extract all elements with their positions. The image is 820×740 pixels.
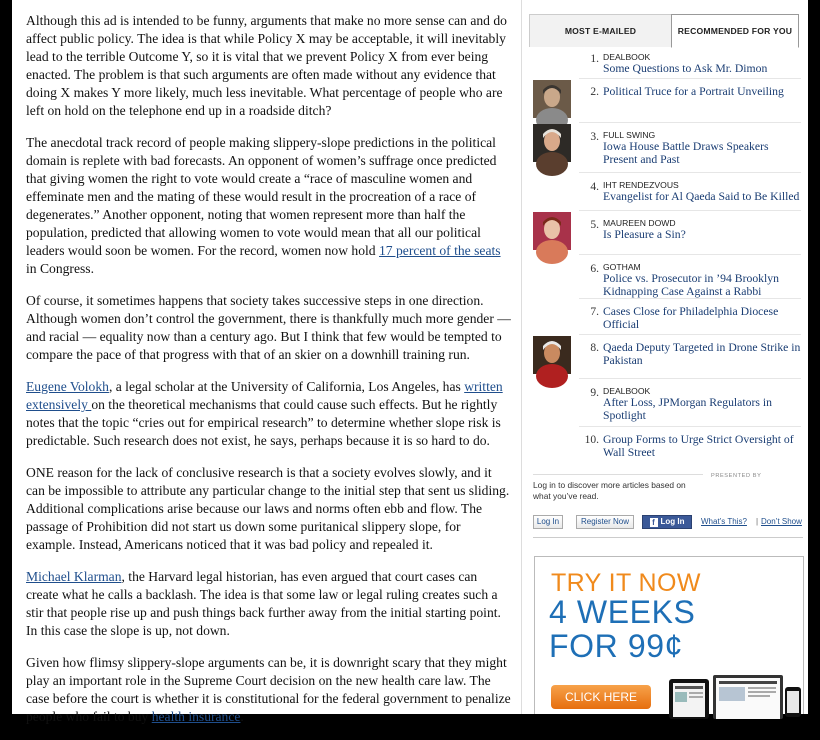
item-number: 1.: [590, 53, 599, 65]
list-divider: [579, 122, 801, 123]
item-headline-link[interactable]: Political Truce for a Portrait Unveiling: [603, 85, 784, 98]
item-headline-link[interactable]: Qaeda Deputy Targeted in Drone Strike in Pakistan: [603, 341, 801, 367]
article-paragraph: [26, 292, 512, 364]
devices-illustration: [667, 673, 803, 717]
article-paragraph: [26, 12, 512, 120]
article-text: , a legal scholar at the University of California, Los Angeles, has: [108, 379, 465, 394]
list-divider: [579, 172, 801, 173]
article-body: [26, 12, 512, 740]
article-paragraph: [26, 464, 512, 554]
article-paragraph: [26, 568, 512, 640]
register-button[interactable]: Register Now: [576, 515, 634, 529]
article-text: Given how flimsy slippery-slope arguments can be, it is downright scary that they might play an important role in the Supreme Court decision on the new health care law. The case before the court is whether it is constitutional for the federal government to penalize people who fail to buy: [26, 655, 511, 724]
thumbnail-image[interactable]: [533, 212, 571, 250]
article-text: Of course, it sometimes happens that society takes successive steps in one direction. Although women don’t control the government, there is thankfully much more gender — and racial — equality now than a century ago. But I think that few would be tempted to compare the pace of that progress with that of an skier on a downhill training run.: [26, 293, 511, 362]
article-text: Although this ad is intended to be funny, arguments that make no more sense can and do affect public policy. The idea is that while Policy X may be acceptable, it will inevitably lead to the terrible Outcome Y, so it is vital that we prevent Policy X from ever being enacted. The problem is that such arguments are often made without any evidence that doing X makes Y more likely, much less inevitable. What percentage of people who are left on hold on the telephone end up in a roadside ditch?: [26, 13, 507, 118]
item-kicker: DEALBOOK: [603, 386, 651, 396]
article-text: in Congress.: [26, 261, 94, 276]
list-divider: [579, 254, 801, 255]
item-headline-link[interactable]: Some Questions to Ask Mr. Dimon: [603, 62, 768, 75]
item-headline-link[interactable]: After Loss, JPMorgan Regulators in Spotlight: [603, 396, 772, 422]
presented-by-label: PRESENTED BY: [711, 473, 762, 479]
tab-most-emailed[interactable]: MOST E-MAILED: [529, 14, 672, 47]
ad-headline: TRY IT NOW: [551, 569, 701, 597]
tab-recommended-for-you[interactable]: RECOMMENDED FOR YOU: [671, 14, 799, 48]
login-message: Log in to discover more articles based on what you’ve read.: [533, 480, 686, 501]
item-headline-link[interactable]: Group Forms to Urge Strict Oversight of Wall Street: [603, 433, 794, 459]
page: [12, 0, 808, 724]
item-body: [603, 262, 801, 298]
ad-click-here-button[interactable]: CLICK HERE: [551, 685, 651, 709]
article-text: The anecdotal track record of people making slippery-slope predictions in the political domain is replete with bad forecasts. An opponent of women’s suffrage once predicted that giving women the right to vote would create a “race of masculine women and effeminate men and the mating of these would result in the procreation of a race of degenerates.” Another opponent, noting that women represent more than half the population, predicted that allowing women to vote would mean that all our political leaders would soon be women. For the record, women now hold: [26, 135, 497, 258]
thumbnail-image[interactable]: [533, 124, 571, 162]
article-link[interactable]: health insurance: [151, 709, 241, 724]
item-body: [603, 52, 801, 76]
ad-offer-price: FOR 99¢: [549, 628, 684, 664]
item-number: 5.: [590, 219, 599, 231]
list-divider: [579, 334, 801, 335]
item-number: 7.: [590, 306, 599, 318]
item-headline-link[interactable]: Evangelist for Al Qaeda Said to Be Killed: [603, 190, 800, 203]
divider: [533, 537, 803, 538]
list-divider: [579, 298, 801, 299]
item-kicker: IHT RENDEZVOUS: [603, 180, 679, 190]
whats-this-link[interactable]: What’s This?: [701, 517, 747, 526]
item-number: 2.: [590, 86, 599, 98]
thumbnail-image[interactable]: [533, 336, 571, 374]
item-number: 3.: [590, 131, 599, 143]
item-number: 6.: [590, 263, 599, 275]
article-link[interactable]: written extensively: [26, 379, 503, 412]
list-divider: [579, 78, 801, 79]
item-headline-link[interactable]: Is Pleasure a Sin?: [603, 228, 686, 241]
divider: [533, 474, 703, 475]
item-number: 10.: [584, 434, 599, 446]
sidebar: [521, 0, 808, 714]
article-paragraph: [26, 654, 512, 726]
article-text: on the theoretical mechanisms that could cause such effects. But he rightly notes that the topic “cries out for empirical research” to determine whether slope risk is predictable. Such research does not exist, he says, perhaps because it is so hard to do.: [26, 397, 501, 448]
item-number: 9.: [590, 387, 599, 399]
item-body: [603, 306, 801, 331]
item-kicker: DEALBOOK: [603, 52, 651, 62]
list-divider: [579, 378, 801, 379]
thumbnail-image[interactable]: [533, 80, 571, 118]
item-body: [603, 342, 801, 367]
item-headline-link[interactable]: Iowa House Battle Draws Speakers Present and Past: [603, 140, 769, 166]
article-text: , the Harvard legal historian, has even argued that court cases can create what he calls a backlash. The idea is that some law or legal ruling creates such a stir that people rise up and push things back further away from the initial starting point. In this case the slope is up, not down.: [26, 569, 501, 638]
subscription-ad[interactable]: [534, 556, 804, 714]
item-body: [603, 130, 801, 166]
item-body: [603, 180, 801, 204]
item-body: [603, 218, 801, 242]
article-text: .: [240, 709, 244, 724]
list-divider: [579, 210, 801, 211]
facebook-login-button[interactable]: [642, 515, 692, 529]
item-kicker: GOTHAM: [603, 262, 641, 272]
facebook-login-label: Log In: [660, 517, 685, 526]
item-number: 8.: [590, 342, 599, 354]
item-body: [603, 434, 801, 459]
item-body: [603, 386, 801, 422]
item-body: [603, 86, 801, 99]
tab-bar: [529, 14, 799, 47]
article-paragraph: [26, 378, 512, 450]
item-kicker: FULL SWING: [603, 130, 656, 140]
article-link[interactable]: Eugene Volokh: [26, 379, 109, 394]
item-kicker: MAUREEN DOWD: [603, 218, 676, 228]
article-link[interactable]: 17 percent of the seats: [379, 243, 501, 258]
list-divider: [579, 426, 801, 427]
item-number: 4.: [590, 181, 599, 193]
ad-offer-weeks: 4 WEEKS: [549, 594, 696, 630]
item-headline-link[interactable]: Cases Close for Philadelphia Diocese Official: [603, 305, 779, 331]
login-button[interactable]: Log In: [533, 515, 563, 529]
article-text: ONE reason for the lack of conclusive research is that a society evolves slowly, and it can be impossible to attribute any particular change to the initial step that sent us sliding. Additional complications arise because our laws and norms often ebb and flow. The passage of Prohibition did not start us down some puritanical slippery slope, for example. Instead, Americans noticed that it was bad policy and repealed it.: [26, 465, 510, 552]
link-separator: |: [756, 517, 759, 526]
article-link[interactable]: Michael Klarman: [26, 569, 122, 584]
article-paragraph: [26, 134, 512, 278]
item-headline-link[interactable]: Police vs. Prosecutor in ’94 Brooklyn Kidnapping Case Against a Rabbi: [603, 272, 779, 298]
sidebar-divider: [521, 0, 522, 714]
facebook-icon: f: [650, 518, 658, 527]
dont-show-link[interactable]: Don’t Show: [761, 517, 802, 526]
